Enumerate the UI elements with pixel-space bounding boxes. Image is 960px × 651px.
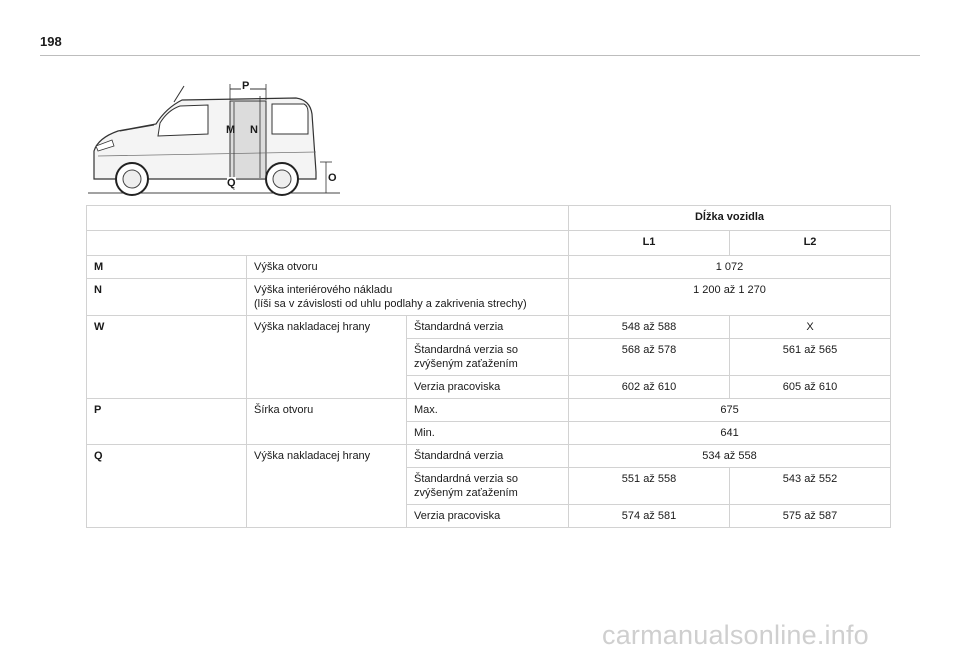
description-line: (líši sa v závislosti od uhlu podlahy a zakrivenia strechy) xyxy=(254,298,527,310)
variant-cell: Verzia pracoviska xyxy=(407,376,569,399)
header-empty-cell xyxy=(87,206,569,231)
value-cell-l1: 551 až 558 xyxy=(569,468,730,505)
value-cell-l2: 575 až 587 xyxy=(730,505,891,528)
dimensions-table xyxy=(86,205,891,528)
description-cell xyxy=(247,279,569,316)
code-cell: W xyxy=(87,316,247,399)
variant-line: Štandardná verzia so xyxy=(414,344,518,356)
description-cell: Výška otvoru xyxy=(247,256,569,279)
header-l1: L1 xyxy=(569,231,730,256)
description-line: Výška interiérového nákladu xyxy=(254,284,393,296)
code-cell: Q xyxy=(87,445,247,528)
code-cell: P xyxy=(87,399,247,445)
table-row xyxy=(87,279,891,316)
subheader-empty-cell xyxy=(87,231,569,256)
table-row xyxy=(87,399,891,422)
header-l2: L2 xyxy=(730,231,891,256)
variant-line: Štandardná verzia so xyxy=(414,473,518,485)
van-dimension-diagram xyxy=(84,76,344,198)
value-cell-l2: 561 až 565 xyxy=(730,339,891,376)
table-subheader-row xyxy=(87,231,891,256)
value-cell: 1 200 až 1 270 xyxy=(569,279,891,316)
value-cell: 641 xyxy=(569,422,891,445)
variant-line: zvýšeným zaťažením xyxy=(414,487,518,499)
value-cell: 675 xyxy=(569,399,891,422)
label-p: P xyxy=(242,80,250,92)
variant-cell: Max. xyxy=(407,399,569,422)
value-cell-l1: 574 až 581 xyxy=(569,505,730,528)
variant-line: zvýšeným zaťažením xyxy=(414,358,518,370)
label-m: M xyxy=(226,124,236,136)
page-number: 198 xyxy=(40,34,62,49)
watermark: carmanualsonline.info xyxy=(602,620,869,650)
variant-cell xyxy=(407,468,569,505)
table-row xyxy=(87,256,891,279)
description-cell: Šírka otvoru xyxy=(247,399,407,445)
value-cell-l2: X xyxy=(730,316,891,339)
header-divider xyxy=(40,55,920,56)
variant-cell xyxy=(407,339,569,376)
description-cell: Výška nakladacej hrany xyxy=(247,445,407,528)
table-row xyxy=(87,445,891,468)
value-cell-l2: 605 až 610 xyxy=(730,376,891,399)
variant-cell: Štandardná verzia xyxy=(407,316,569,339)
value-cell: 534 až 558 xyxy=(569,445,891,468)
value-cell-l1: 602 až 610 xyxy=(569,376,730,399)
value-cell-l1: 568 až 578 xyxy=(569,339,730,376)
value-cell-l1: 548 až 588 xyxy=(569,316,730,339)
header-vehicle-length: Dĺžka vozidla xyxy=(569,206,891,231)
variant-cell: Verzia pracoviska xyxy=(407,505,569,528)
value-cell-l2: 543 až 552 xyxy=(730,468,891,505)
variant-cell: Min. xyxy=(407,422,569,445)
code-cell: M xyxy=(87,256,247,279)
code-cell: N xyxy=(87,279,247,316)
label-n: N xyxy=(250,124,258,136)
label-o: O xyxy=(328,172,337,184)
value-cell: 1 072 xyxy=(569,256,891,279)
variant-cell: Štandardná verzia xyxy=(407,445,569,468)
van-side-view-icon xyxy=(84,76,344,198)
description-cell: Výška nakladacej hrany xyxy=(247,316,407,399)
table-row xyxy=(87,316,891,339)
label-q: Q xyxy=(227,177,236,189)
table-header-row xyxy=(87,206,891,231)
